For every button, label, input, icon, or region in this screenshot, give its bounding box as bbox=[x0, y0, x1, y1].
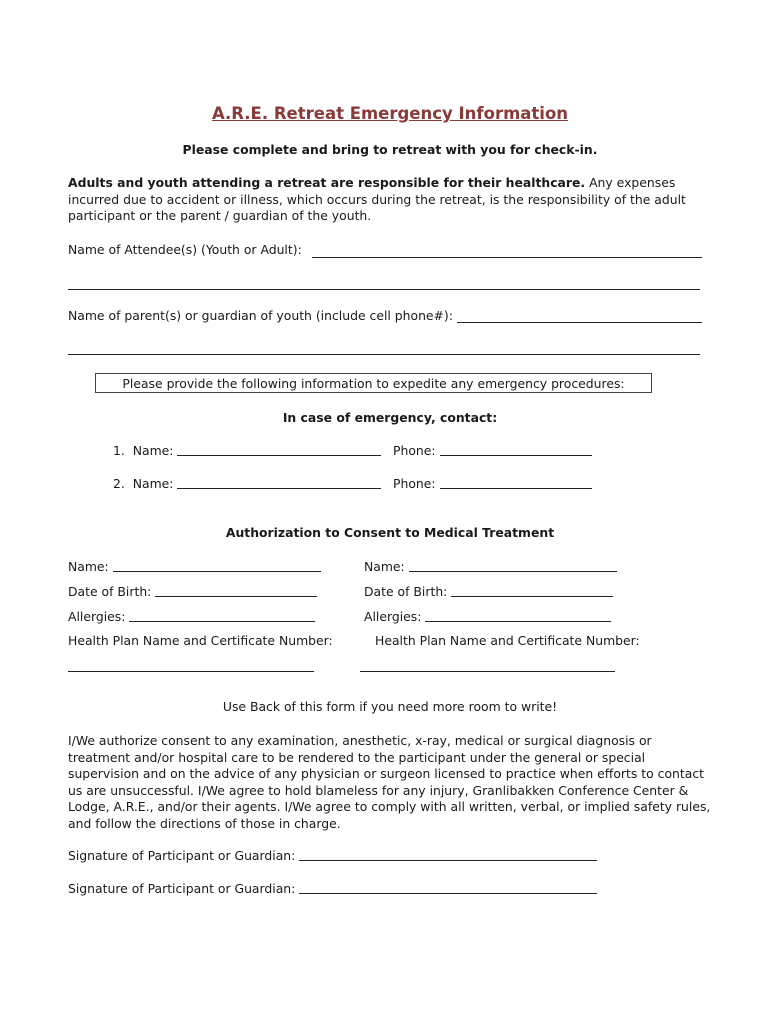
auth-heading: Authorization to Consent to Medical Treatment bbox=[225, 525, 555, 540]
contact-2-name-line[interactable] bbox=[177, 487, 381, 489]
left-allergies-line[interactable] bbox=[129, 620, 315, 622]
consent-paragraph: I/We authorize consent to any examination, anesthetic, x-ray, medical or surgical diagnosis or treatment and/or hospital care to be rendered to the participant under the general or special supervision and on the advice of any physician or surgeon licensed to practice when efforts to contact us are unsuccessful. I/We agree to hold blameless for any injury, Granlibakken Conference Center & Lodge, A.R.E., and/or their agents. I/We agree to comply with all written, verbal, or implied safety rules, and follow the directions of those in charge. bbox=[68, 733, 711, 831]
right-allergies-label: Allergies: bbox=[364, 609, 422, 624]
right-name-line[interactable] bbox=[409, 570, 617, 572]
right-name-field bbox=[364, 559, 617, 574]
contact-1-num: 1. bbox=[113, 443, 125, 458]
intro-bold: Adults and youth attending a retreat are responsible for their healthcare. bbox=[68, 175, 586, 190]
attendee-line-2[interactable] bbox=[68, 288, 700, 290]
contact-1 bbox=[113, 443, 381, 458]
attendee-label: Name of Attendee(s) (Youth or Adult): bbox=[68, 242, 302, 257]
form-title: A.R.E. Retreat Emergency Information bbox=[211, 104, 569, 123]
right-allergies-line[interactable] bbox=[425, 620, 611, 622]
contact-2 bbox=[113, 476, 381, 491]
signature-1 bbox=[68, 848, 597, 863]
right-name-label: Name: bbox=[364, 559, 405, 574]
intro-rest: Any expenses incurred due to accident or illness, which occurs during the retreat, is the responsibility of the adult participant or the parent / guardian of the youth. bbox=[68, 175, 686, 224]
right-health-plan-line[interactable] bbox=[360, 670, 615, 672]
signature-1-line[interactable] bbox=[299, 859, 597, 861]
emergency-heading: In case of emergency, contact: bbox=[282, 410, 498, 425]
intro-paragraph bbox=[68, 175, 718, 225]
contact-2-name-label: Name: bbox=[132, 476, 174, 491]
right-dob-line[interactable] bbox=[451, 595, 613, 597]
left-health-plan-label: Health Plan Name and Certificate Number: bbox=[68, 633, 333, 648]
contact-2-phone-label: Phone: bbox=[393, 476, 436, 491]
right-allergies-field bbox=[364, 609, 611, 624]
back-note: Use Back of this form if you need more room to write! bbox=[222, 699, 558, 714]
contact-2-phone bbox=[393, 476, 592, 491]
contact-1-name-label: Name: bbox=[132, 443, 174, 458]
left-dob-label: Date of Birth: bbox=[68, 584, 152, 599]
parent-line-2[interactable] bbox=[68, 353, 700, 355]
left-dob-line[interactable] bbox=[155, 595, 317, 597]
contact-1-phone-label: Phone: bbox=[393, 443, 436, 458]
signature-2 bbox=[68, 881, 597, 896]
contact-2-num: 2. bbox=[113, 476, 125, 491]
left-name-field bbox=[68, 559, 321, 574]
contact-2-phone-line[interactable] bbox=[440, 487, 592, 489]
emergency-note-box: Please provide the following information to expedite any emergency procedures: bbox=[95, 373, 652, 393]
left-health-plan-line[interactable] bbox=[68, 670, 314, 672]
left-dob-field bbox=[68, 584, 317, 599]
attendee-line-1[interactable] bbox=[312, 256, 702, 258]
parent-line-1[interactable] bbox=[457, 321, 702, 323]
left-allergies-label: Allergies: bbox=[68, 609, 126, 624]
signature-2-label: Signature of Participant or Guardian: bbox=[68, 881, 296, 896]
contact-1-name-line[interactable] bbox=[177, 454, 381, 456]
right-dob-label: Date of Birth: bbox=[364, 584, 448, 599]
parent-label: Name of parent(s) or guardian of youth (include cell phone#): bbox=[68, 308, 453, 323]
left-name-label: Name: bbox=[68, 559, 109, 574]
signature-1-label: Signature of Participant or Guardian: bbox=[68, 848, 296, 863]
signature-2-line[interactable] bbox=[299, 892, 597, 894]
left-allergies-field bbox=[68, 609, 315, 624]
contact-1-phone-line[interactable] bbox=[440, 454, 592, 456]
right-dob-field bbox=[364, 584, 613, 599]
contact-1-phone bbox=[393, 443, 592, 458]
form-subtitle: Please complete and bring to retreat with you for check-in. bbox=[182, 142, 598, 157]
left-name-line[interactable] bbox=[113, 570, 321, 572]
right-health-plan-label: Health Plan Name and Certificate Number: bbox=[375, 633, 640, 648]
